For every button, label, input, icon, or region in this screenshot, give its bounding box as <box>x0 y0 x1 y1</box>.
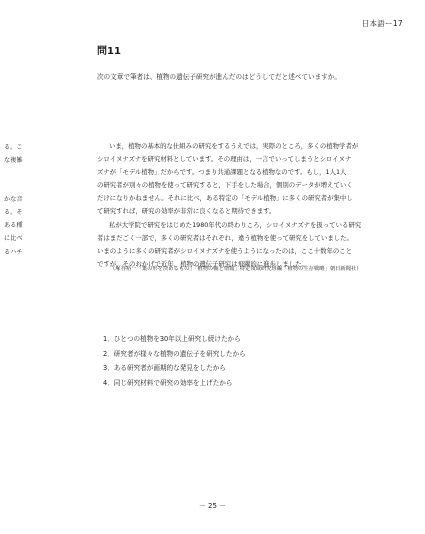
passage-line: の研究者が別々の植物を使って研究すると，下手をした場合，個別のデータが増えていく <box>97 181 353 190</box>
bleed-through-text <box>4 141 23 259</box>
passage-line: ズナが「モデル植物」だからです。つまり共通課題となる植物なのです。もし，1人1人 <box>97 168 347 177</box>
passage-line: 私が大学院で研究をはじめた1980年代の終わりころ，シロイヌナズナを扱っている研究 <box>109 220 362 229</box>
passage-line: いまのように多くの研究者がシロイヌナズナを使うようになったのは，ここ十数年のこと <box>97 246 353 255</box>
answer-choice-2[interactable]: 2．研究者が様々な植物の遺伝子を研究したから <box>103 349 246 358</box>
bleed-line: る。そ <box>4 209 23 217</box>
question-number: 問11 <box>97 46 121 57</box>
passage-line: だけになりかねません。それに比べ，ある特定の「モデル植物」に多くの研究者が集中し <box>97 194 353 203</box>
passage-source-citation: （塚谷裕一「葉の形を決めるもの」「植物の軸と情報」特定領域研究班編「植物の生存戦略」朝日新聞社） <box>110 266 362 272</box>
bleed-line: るハチ <box>4 248 23 256</box>
bleed-line: な複雑 <box>4 157 23 165</box>
passage-line: シロイヌナズナを研究材料としています。その理由は，一言でいってしまうとシロイヌナ <box>97 155 352 164</box>
passage-line: ですが，そのおかげで近年，植物の遺伝子研究は飛躍的に進歩しました。 <box>97 259 308 268</box>
answer-choices <box>103 332 246 390</box>
answer-choice-3[interactable]: 3．ある研究者が画期的な発見をしたから <box>103 364 226 372</box>
passage-line: 者はまだごく一部で，多くの研究者はそれぞれ，違う植物を使って研究をしていました。 <box>97 233 353 242</box>
passage-line: て研究すれば，研究の効率が非常に良くなると期待できます。 <box>97 207 276 216</box>
question-prompt: 次の文章で筆者は、植物の遺伝子研究が進んだのはどうしてだと述べていますか。 <box>97 73 341 81</box>
bleed-line: ある種 <box>4 222 23 230</box>
answer-choice-1[interactable]: 1．ひとつの植物を30年以上研究し続けたから <box>103 335 241 343</box>
passage-line: いま，植物の基本的な仕組みの研究をするうえでは，実際のところ，多くの植物学者が <box>109 142 359 150</box>
bleed-line: に比べ <box>4 235 23 243</box>
answer-choice-4[interactable]: 4．同じ研究材料で研究の効率を上げたから <box>103 378 233 387</box>
bleed-line: る。こ <box>4 144 23 151</box>
exam-section-tag: 日本語ー17 <box>361 19 403 28</box>
reading-passage <box>97 140 397 271</box>
bleed-line: かな音 <box>4 196 23 204</box>
page-number: － 25 － <box>198 502 227 510</box>
